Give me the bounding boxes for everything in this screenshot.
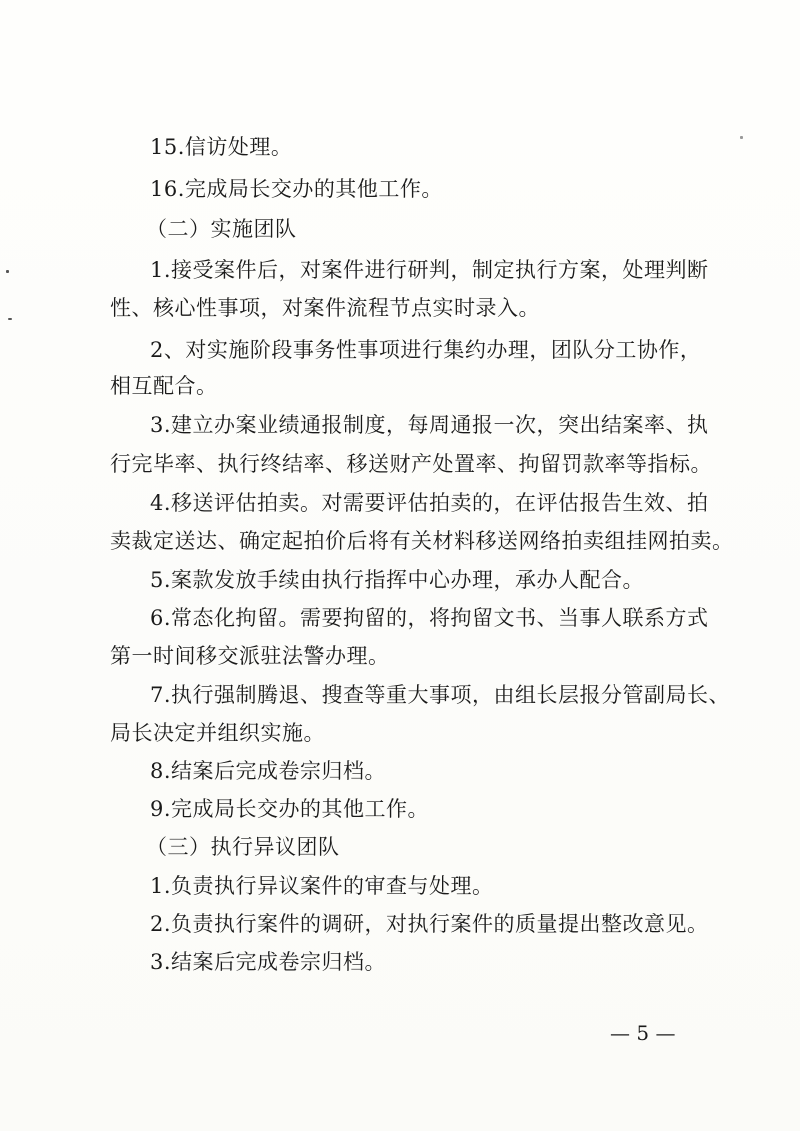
section-heading-implementation-team: （二）实施团队 [146, 217, 297, 241]
impl-item-4-line-1: 4.移送评估拍卖。对需要评估拍卖的，在评估报告生效、拍 [150, 491, 709, 515]
item-16-other-work: 16.完成局长交办的其他工作。 [150, 177, 443, 201]
scan-speck [6, 270, 9, 273]
impl-item-3-line-2: 行完毕率、执行终结率、移送财产处置率、拘留罚款率等指标。 [110, 452, 712, 476]
objection-item-2: 2.负责执行案件的调研，对执行案件的质量提出整改意见。 [150, 912, 709, 936]
impl-item-2-line-1: 2、对实施阶段事务性事项进行集约办理，团队分工协作， [150, 338, 702, 362]
impl-item-7-line-2: 局长决定并组织实施。 [110, 721, 325, 745]
impl-item-4-line-2: 卖裁定送达、确定起拍价后将有关材料移送网络拍卖组挂网拍卖。 [110, 529, 734, 553]
impl-item-1-line-1: 1.接受案件后，对案件进行研判，制定执行方案，处理判断 [150, 258, 709, 282]
impl-item-5: 5.案款发放手续由执行指挥中心办理，承办人配合。 [150, 568, 645, 592]
section-heading-objection-team: （三）执行异议团队 [146, 835, 340, 859]
objection-item-1: 1.负责执行异议案件的审查与处理。 [150, 874, 494, 898]
impl-item-1-line-2: 性、核心性事项，对案件流程节点实时录入。 [110, 296, 540, 320]
page-number: — 5 — [610, 1021, 676, 1045]
impl-item-9: 9.完成局长交办的其他工作。 [150, 797, 430, 821]
scan-speck [740, 136, 743, 139]
item-15-petition: 15.信访处理。 [150, 135, 293, 159]
impl-item-8: 8.结案后完成卷宗归档。 [150, 759, 387, 783]
impl-item-7-line-1: 7.执行强制腾退、搜查等重大事项，由组长层报分管副局长、 [150, 683, 731, 707]
impl-item-6-line-2: 第一时间移交派驻法警办理。 [110, 644, 390, 668]
impl-item-2-line-2: 相互配合。 [110, 374, 218, 398]
objection-item-3: 3.结案后完成卷宗归档。 [150, 950, 387, 974]
scan-speck [8, 318, 12, 320]
impl-item-3-line-1: 3.建立办案业绩通报制度，每周通报一次，突出结案率、执 [150, 413, 709, 437]
impl-item-6-line-1: 6.常态化拘留。需要拘留的，将拘留文书、当事人联系方式 [150, 606, 709, 630]
